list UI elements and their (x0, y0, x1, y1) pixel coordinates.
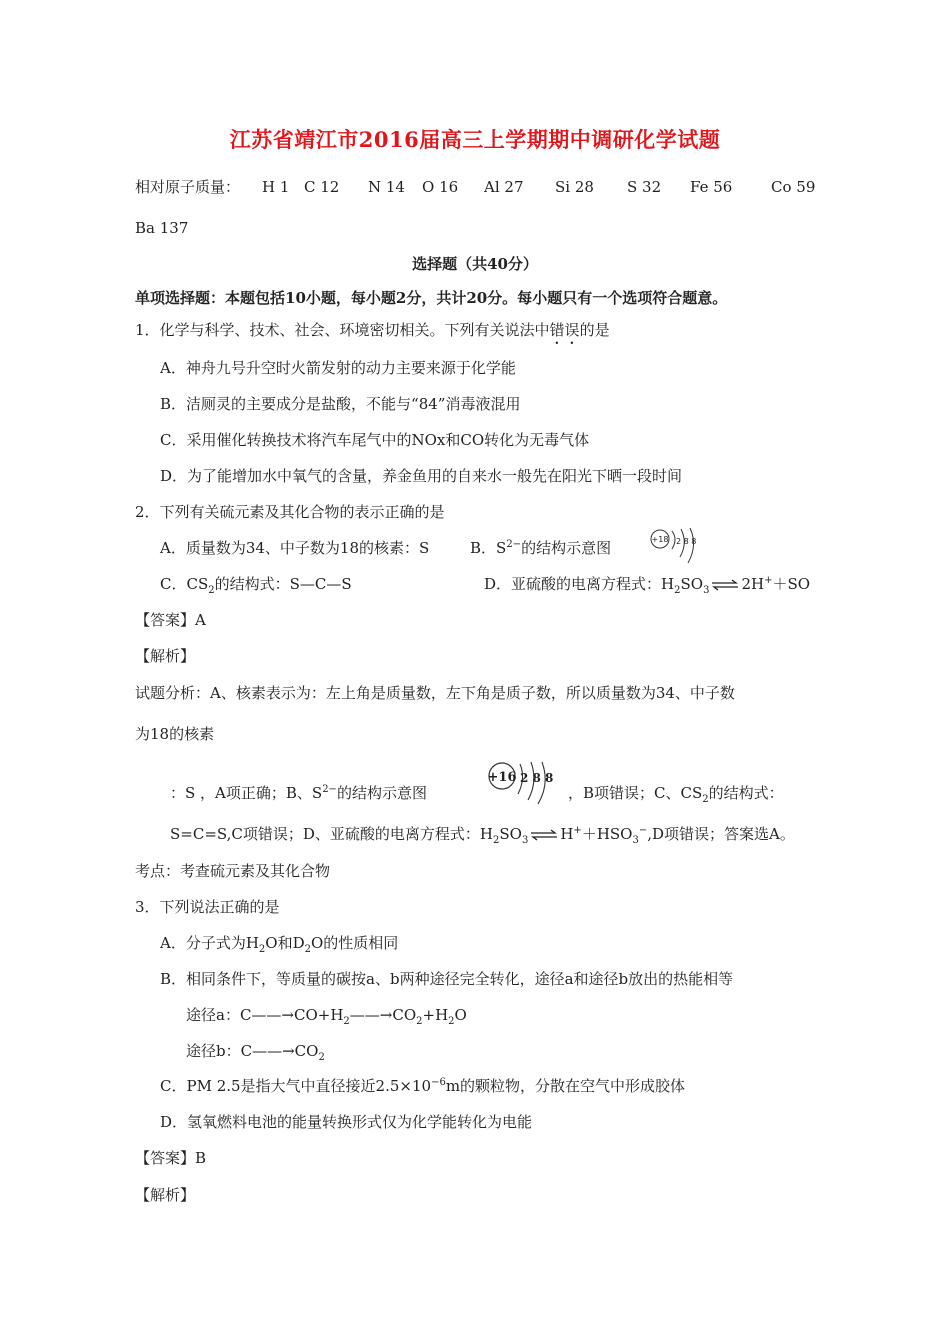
q2-d-sub1: 2 (674, 585, 681, 596)
q2-option-b (470, 538, 611, 558)
q2-b-prefix: B．S (470, 539, 507, 557)
mass-al: Al 27 (484, 178, 524, 196)
page-title: 江苏省靖江市2016届高三上学期期中调研化学试题 (229, 127, 721, 152)
q3-a-sub2: 2 (304, 944, 311, 955)
q3-c-sup: −6 (431, 1077, 446, 1088)
instructions: 单项选择题：本题包括10小题，每小题2分，共计20分。每小题只有一个选项符合题意。 (135, 289, 728, 307)
sulfur-ion-diagram-small (648, 527, 708, 567)
q2-b-sup: 2− (506, 539, 522, 550)
q3-option-a (160, 933, 398, 953)
q3-option-b: B．相同条件下，等质量的碳按a、b两种途径完全转化，途径a和途径b放出的热能相等 (160, 970, 734, 988)
q2-a3-a: ：S ，A项正确；B、S (170, 784, 323, 802)
q3-ra-c: +H (422, 1006, 449, 1024)
q2-c-sub: 2 (208, 585, 215, 596)
q2-a3-sup: 2− (322, 784, 337, 795)
atomic-mass-row (135, 177, 240, 197)
q3-answer: 【答案】B (135, 1149, 207, 1167)
q2-d-prefix: D．亚硫酸的电离方程式：H (484, 575, 675, 593)
q2-analysis-line3b (568, 783, 784, 803)
q2-a4-sup1: + (573, 825, 582, 836)
q2-d-end: ＋SO (772, 575, 811, 593)
mass-ba: Ba 137 (135, 219, 189, 237)
mass-c: C 12 (304, 178, 340, 196)
q3-ra-b: ——→CO (349, 1006, 417, 1024)
q3-rb-a: 途径b：C——→CO (186, 1042, 319, 1060)
mass-co: Co 59 (771, 178, 816, 196)
mass-n: N 14 (368, 178, 405, 196)
q2-analysis-line1: 试题分析：A、核素表示为：左上角是质量数，左下角是质子数，所以质量数为34、中子数 (135, 684, 735, 702)
q3-option-d: D．氢氧燃料电池的能量转换形式仅为化学能转化为电能 (160, 1113, 533, 1131)
atomic-mass-label: 相对原子质量： (135, 178, 241, 196)
q3-route-a (186, 1005, 467, 1025)
q2-a4-mid: SO (499, 825, 522, 843)
mass-s: S 32 (627, 178, 662, 196)
q2-option-d (484, 574, 810, 594)
q2-c-prefix: C．CS (160, 575, 209, 593)
q2-analysis-label: 【解析】 (135, 647, 196, 665)
mass-si: Si 28 (555, 178, 594, 196)
q2-a4-sup2: − (638, 825, 648, 836)
q3-c-b: m的颗粒物，分散在空气中形成胶体 (445, 1077, 686, 1095)
q3-ra-sub3: 2 (448, 1016, 455, 1027)
q1-option-b: B．洁厕灵的主要成分是盐酸，不能与“84”消毒液混用 (160, 395, 521, 413)
q2-d-sub2: 3 (703, 585, 710, 596)
q2-point: 考点：考查硫元素及其化合物 (135, 862, 331, 880)
q1-stem-a: 1．化学与科学、技术、社会、环境密切相关。下列有关说法中 (135, 321, 550, 339)
section-title: 选择题（共40分） (412, 255, 538, 273)
q3-rb-sub: 2 (318, 1052, 325, 1063)
q3-stem: 3．下列说法正确的是 (135, 898, 280, 916)
q2-d-mid: SO (680, 575, 704, 593)
q1-option-d: D．为了能增加水中氧气的含量，养金鱼用的自来水一般先在阳光下晒一段时间 (160, 467, 683, 485)
q2-a4-sub3: 3 (632, 835, 639, 846)
q3-a-b: O和D (265, 934, 305, 952)
q2-c-suffix: 的结构式：S—C—S (214, 575, 352, 593)
q1-option-a: A．神舟九号升空时火箭发射的动力主要来源于化学能 (160, 359, 516, 377)
q3-route-b (186, 1041, 325, 1061)
q2-option-c (160, 574, 352, 594)
q2-a3-sub: 2 (702, 794, 709, 805)
q2-a4-b: H (560, 825, 574, 843)
q3-ra-sub2: 2 (416, 1016, 423, 1027)
q2-a3-b: 的结构示意图 (336, 784, 427, 802)
equilibrium-arrow-icon (529, 829, 559, 841)
diagram1-nucleus: +18 (651, 535, 669, 544)
q2-analysis-line4 (170, 824, 795, 844)
q3-a-sub1: 2 (258, 944, 266, 955)
equilibrium-arrow-icon (710, 579, 740, 591)
sulfur-ion-diagram-large (484, 760, 564, 810)
q3-a-a: A．分子式为H (160, 934, 259, 952)
q3-a-c: O的性质相同 (311, 934, 399, 952)
q2-answer: 【答案】A (135, 611, 206, 629)
q2-analysis-line3a (170, 783, 427, 803)
q3-ra-a: 途径a：C——→CO+H (186, 1006, 344, 1024)
mass-h: H 1 (262, 178, 290, 196)
q2-analysis-line2: 为18的核素 (135, 725, 215, 743)
q2-d-suffix: 2H (741, 575, 765, 593)
q2-a3-d: 的结构式： (708, 784, 784, 802)
q1-stem (135, 320, 610, 348)
q2-a4-d: ,D项错误；答案选A。 (647, 825, 795, 843)
q1-stem-emphasis: 错误 (549, 321, 580, 339)
q2-a4-c: ＋HSO (581, 825, 633, 843)
q2-a4-sub1: 2 (493, 835, 500, 846)
q2-d-sup: + (764, 575, 773, 586)
mass-fe: Fe 56 (690, 178, 733, 196)
q3-ra-sub1: 2 (343, 1016, 350, 1027)
q3-option-c (160, 1076, 685, 1096)
diagram2-nucleus: +16 (487, 770, 517, 785)
diagram2-shells: 2 8 8 (520, 771, 554, 785)
q2-a4-a: S=C=S,C项错误；D、亚硫酸的电离方程式：H (170, 825, 493, 843)
q2-b-suffix: 的结构示意图 (521, 539, 612, 557)
q2-option-a: A．质量数为34、中子数为18的核素：S (160, 539, 430, 557)
q3-analysis-label: 【解析】 (135, 1186, 196, 1204)
q1-stem-b: 的是 (579, 321, 610, 339)
q3-ra-d: O (454, 1006, 467, 1024)
diagram1-shells: 2 8 8 (676, 537, 697, 546)
q2-a3-c: ，B项错误；C、CS (568, 784, 703, 802)
q1-option-c: C．采用催化转换技术将汽车尾气中的NOx和CO转化为无毒气体 (160, 431, 590, 449)
mass-o: O 16 (422, 178, 459, 196)
q2-stem: 2．下列有关硫元素及其化合物的表示正确的是 (135, 503, 445, 521)
q2-a4-sub2: 3 (521, 835, 529, 846)
q3-c-a: C．PM 2.5是指大气中直径接近2.5×10 (160, 1077, 432, 1095)
